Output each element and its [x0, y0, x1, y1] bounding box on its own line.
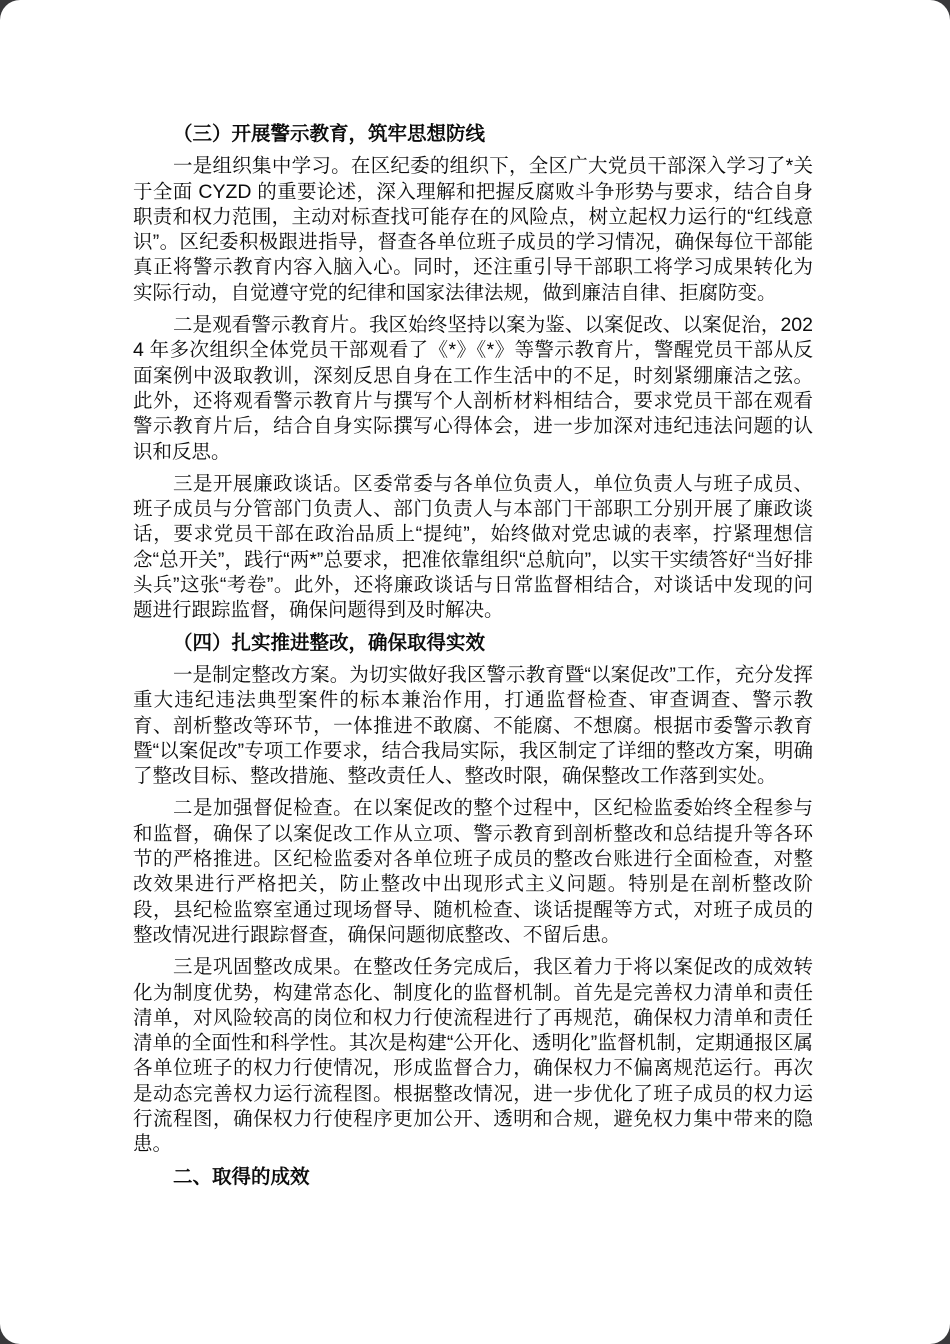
- section-heading: （三）开展警示教育，筑牢思想防线: [173, 123, 486, 145]
- body-paragraph: 二是观看警示教育片。我区始终坚持以案为鉴、以案促改、以案促治，2024 年多次组织全体党员干部观看了《*》《*》等警示教育片，警醒党员干部从反面案例中汲取教训，深刻反思自身在工作生活中的不足，时刻紧绷廉洁之弦。此外，还将观看警示教育片与撰写个人剖析材料相结合，要求党员干部在观看警示教育片后，结合自身实际撰写心得体会，进一步加深对违纪违法问题的认识和反思。: [133, 314, 813, 463]
- section-heading: （四）扎实推进整改，确保取得实效: [173, 631, 486, 654]
- body-paragraph: 一是组织集中学习。在区纪委的组织下，全区广大党员干部深入学习了*关于全面 CYZD 的重要论述，深入理解和把握反腐败斗争形势与要求，结合自身职责和权力范围，主动对标查找可能存在的风险点，树立起权力运行的“红线意识”。区纪委积极跟进指导，督查各单位班子成员的学习情况，确保每位干部能真正将警示教育内容入脑入心。同时，还注重引导干部职工将学习成果转化为实际行动，自觉遵守党的纪律和国家法律法规，做到廉洁自律、拒腐防变。: [133, 155, 813, 304]
- body-paragraph: 三是开展廉政谈话。区委常委与各单位负责人，单位负责人与班子成员、班子成员与分管部门负责人、部门负责人与本部门干部职工分别开展了廉政谈话，要求党员干部在政治品质上“提纯”，始终做对党忠诚的表率，拧紧理想信念“总开关”，践行“两*”总要求，把准依靠组织“总航向”，以实干实绩答好“当好排头兵”这张“考卷”。此外，还将廉政谈话与日常监督相结合，对谈话中发现的问题进行跟踪监督，确保问题得到及时解决。: [133, 472, 813, 622]
- section-heading: 二、取得的成效: [173, 1165, 310, 1188]
- body-paragraph: 一是制定整改方案。为切实做好我区警示教育暨“以案促改”工作，充分发挥重大违纪违法典型案件的标本兼治作用，打通监督检查、审查调查、警示教育、剖析整改等环节，一体推进不敢腐、不能腐、不想腐。根据市委警示教育暨“以案促改”专项工作要求，结合我局实际，我区制定了详细的整改方案，明确了整改目标、整改措施、整改责任人、整改时限，确保整改工作落到实处。: [133, 663, 813, 788]
- body-paragraph: 二是加强督促检查。在以案促改的整个过程中，区纪检监委始终全程参与和监督，确保了以案促改工作从立项、警示教育到剖析整改和总结提升等各环节的严格推进。区纪检监委对各单位班子成员的整改台账进行全面检查，对整改效果进行严格把关，防止整改中出现形式主义问题。特别是在剖析整改阶段，县纪检监察室通过现场督导、随机检查、谈话提醒等方式，对班子成员的整改情况进行跟踪督查，确保问题彻底整改、不留后患。: [133, 797, 813, 946]
- body-paragraph: 三是巩固整改成果。在整改任务完成后，我区着力于将以案促改的成效转化为制度优势，构建常态化、制度化的监督机制。首先是完善权力清单和责任清单，对风险较高的岗位和权力行使流程进行了再规范，确保权力清单和责任清单的全面性和科学性。其次是构建“公开化、透明化”监督机制，定期通报区属各单位班子的权力行使情况，形成监督合力，确保权力不偏离规范运行。再次是动态完善权力运行流程图。根据整改情况，进一步优化了班子成员的权力运行流程图，确保权力行使程序更加公开、透明和合规，避免权力集中带来的隐患。: [133, 956, 813, 1156]
